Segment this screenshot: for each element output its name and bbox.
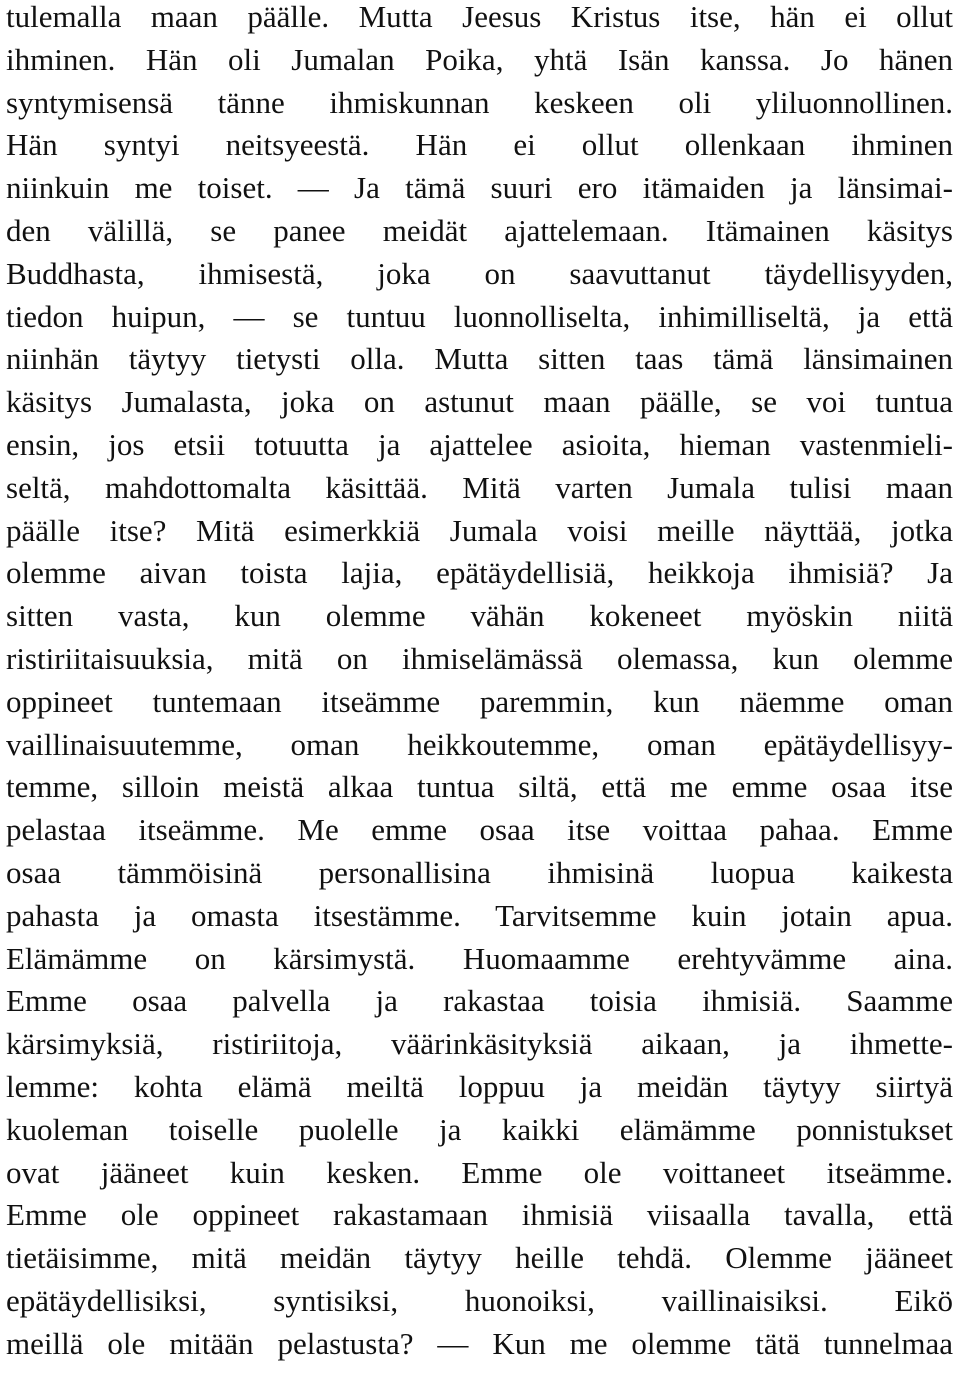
text-line: tulemalla maan päälle. Mutta Jeesus Kristus itse, hän ei ollut <box>6 0 953 34</box>
text-line: päälle itse? Mitä esimerkkiä Jumala voisi meille näyttää, jotka <box>6 512 953 548</box>
text-line: Emme ole oppineet rakastamaan ihmisiä viisaalla tavalla, että <box>6 1197 953 1233</box>
text-line: seltä, mahdottomalta käsittää. Mitä varten Jumala tulisi maan <box>6 469 953 505</box>
text-line: lemme: kohta elämä meiltä loppuu ja meidän täytyy siirtyä <box>6 1068 953 1104</box>
text-line: Hän syntyi neitsyeestä. Hän ei ollut ollenkaan ihminen <box>6 127 953 163</box>
text-line: meillä ole mitään pelastusta? — Kun me olemme tätä tunnelmaa <box>6 1325 953 1361</box>
text-line: temme, silloin meistä alkaa tuntua siltä, että me emme osaa itse <box>6 769 953 805</box>
text-line: pelastaa itseämme. Me emme osaa itse voittaa pahaa. Emme <box>6 812 953 848</box>
text-line: ristiriitaisuuksia, mitä on ihmiselämässä olemassa, kun olemme <box>6 640 953 676</box>
text-line: niinkuin me toiset. — Ja tämä suuri ero itämaiden ja länsimai- <box>6 170 953 206</box>
text-line: niinhän täytyy tietysti olla. Mutta sitten taas tämä länsimainen <box>6 341 953 377</box>
text-line: kuoleman toiselle puolelle ja kaikki elämämme ponnistukset <box>6 1111 953 1147</box>
text-line: sitten vasta, kun olemme vähän kokeneet myöskin niitä <box>6 598 953 634</box>
text-line: epätäydellisiksi, syntisiksi, huonoiksi, vaillinaisiksi. Eikö <box>6 1282 953 1318</box>
text-line: vaillinaisuutemme, oman heikkoutemme, oman epätäydellisyy- <box>6 726 953 762</box>
body-text <box>6 0 953 1366</box>
text-line: ihminen. Hän oli Jumalan Poika, yhtä Isän kanssa. Jo hänen <box>6 41 953 77</box>
text-line: käsitys Jumalasta, joka on astunut maan päälle, se voi tuntua <box>6 384 953 420</box>
text-line: olemme aivan toista lajia, epätäydellisiä, heikkoja ihmisiä? Ja <box>6 555 953 591</box>
text-line: Emme osaa palvella ja rakastaa toisia ihmisiä. Saamme <box>6 983 953 1019</box>
text-line: kärsimyksiä, ristiriitoja, väärinkäsityksiä aikaan, ja ihmette- <box>6 1026 953 1062</box>
text-line: osaa tämmöisinä personallisina ihmisinä luopua kaikesta <box>6 854 953 890</box>
text-line: syntymisensä tänne ihmiskunnan keskeen oli yliluonnollinen. <box>6 84 953 120</box>
text-line: tietäisimme, mitä meidän täytyy heille tehdä. Olemme jääneet <box>6 1240 953 1276</box>
text-line: den välillä, se panee meidät ajattelemaan. Itämainen käsitys <box>6 212 953 248</box>
text-line: oppineet tuntemaan itseämme paremmin, kun näemme oman <box>6 683 953 719</box>
text-line: ensin, jos etsii totuutta ja ajattelee asioita, hieman vastenmieli- <box>6 426 953 462</box>
text-line: Elämämme on kärsimystä. Huomaamme erehtyvämme aina. <box>6 940 953 976</box>
text-line: pahasta ja omasta itsestämme. Tarvitsemme kuin jotain apua. <box>6 897 953 933</box>
text-line: tiedon huipun, — se tuntuu luonnolliselta, inhimilliseltä, ja että <box>6 298 953 334</box>
text-line: Buddhasta, ihmisestä, joka on saavuttanut täydellisyyden, <box>6 255 953 291</box>
text-line: ovat jääneet kuin kesken. Emme ole voittaneet itseämme. <box>6 1154 953 1190</box>
